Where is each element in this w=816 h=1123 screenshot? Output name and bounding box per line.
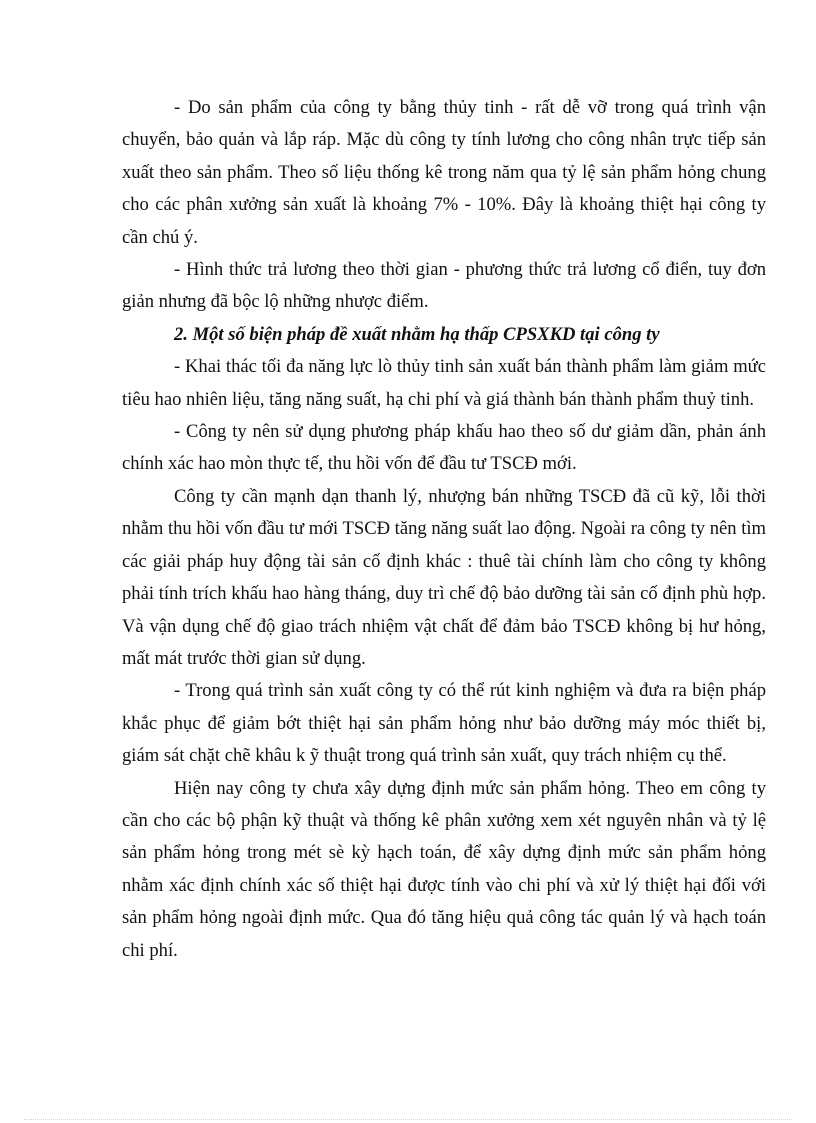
paragraph-production-experience: - Trong quá trình sản xuất công ty có thể rút kinh nghiệm và đưa ra biện pháp khắc phục để giảm bớt thiệt hại sản phẩm hỏng như bảo dưỡng máy móc thiết bị, giám sát chặt chẽ khâu k ỹ thuật trong quá trình sản xuất, quy trách nhiệm cụ thể.	[122, 680, 766, 767]
paragraph-time-based-wages: - Hình thức trả lương theo thời gian - phương thức trả lương cổ điển, tuy đơn giản nhưng đã bộc lộ những nhược điểm.	[122, 259, 766, 313]
paragraph-depreciation-method: - Công ty nên sử dụng phương pháp khấu hao theo số dư giảm dần, phản ánh chính xác hao mòn thực tế, thu hồi vốn để đầu tư TSCĐ mới.	[122, 421, 766, 475]
paragraph-asset-liquidation: Công ty cần mạnh dạn thanh lý, nhượng bán những TSCĐ đã cũ kỹ, lỗi thời nhằm thu hồi vốn đầu tư mới TSCĐ tăng năng suất lao động. Ngoài ra công ty nên tìm các giải pháp huy động tài sản cố định khác : thuê tài chính làm cho công ty không phải tính trích khấu hao hàng tháng, duy trì chế độ bảo dưỡng tài sản cố định phù hợp. Và vận dụng chế độ giao trách nhiệm vật chất để đảm bảo TSCĐ không bị hư hỏng, mất mát trước thời gian sử dụng.	[122, 485, 766, 669]
paragraph-defect-norms: Hiện nay công ty chưa xây dựng định mức sản phẩm hỏng. Theo em công ty cần cho các bộ phận kỹ thuật và thống kê phân xưởng xem xét nguyên nhân và tỷ lệ sản phẩm hỏng trong mét sè kỳ hạch toán, để xây dựng định mức sản phẩm hỏng nhằm xác định chính xác số thiệt hại được tính vào chi phí và xử lý thiệt hại đối với sản phẩm hỏng ngoài định mức. Qua đó tăng hiệu quả công tác quản lý và hạch toán chi phí.	[122, 777, 766, 961]
paragraph-broken-products: - Do sản phẩm của công ty bằng thủy tinh - rất dễ vỡ trong quá trình vận chuyển, bảo quản và lắp ráp. Mặc dù công ty tính lương cho công nhân trực tiếp sản xuất theo sản phẩm. Theo số liệu thống kê trong năm qua tỷ lệ sản phẩm hỏng chung cho các phân xưởng sản xuất là khoảng 7% - 10%. Đây là khoảng thiệt hại công ty cần chú ý.	[122, 97, 766, 248]
section-heading: 2. Một số biện pháp đề xuất nhằm hạ thấp CPSXKD tại công ty	[174, 323, 660, 345]
document-body	[122, 92, 766, 967]
page-bottom-divider	[24, 1119, 792, 1120]
paragraph-furnace-capacity: - Khai thác tối đa năng lực lò thủy tinh sản xuất bán thành phẩm làm giảm mức tiêu hao nhiên liệu, tăng năng suất, hạ chi phí và giá thành bán thành phẩm thuỷ tinh.	[122, 356, 766, 410]
